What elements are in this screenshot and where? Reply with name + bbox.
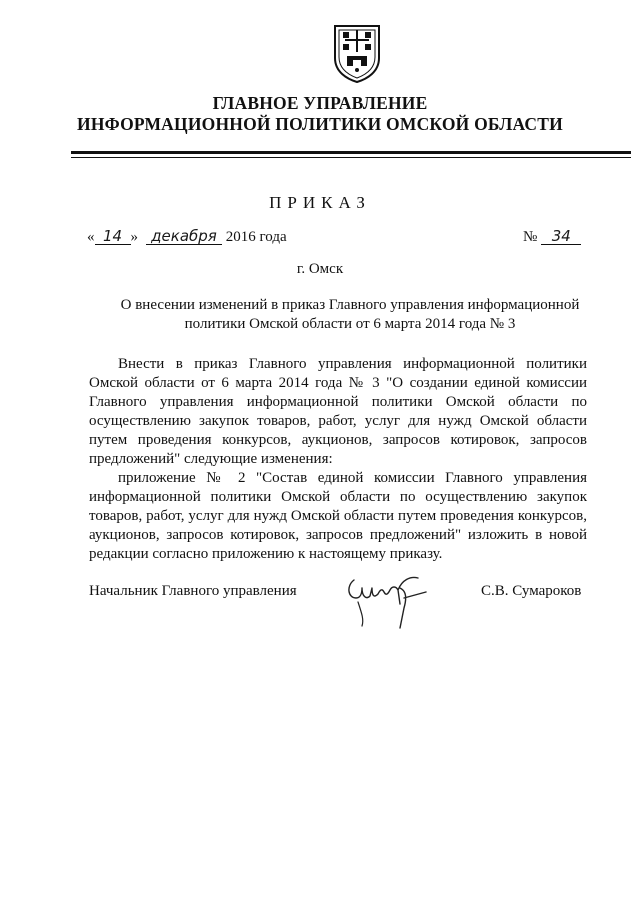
- signatory-name: С.В. Сумароков: [481, 583, 582, 599]
- document-number: [523, 228, 581, 246]
- coat-of-arms-icon: [331, 22, 383, 84]
- city: г. Омск: [296, 261, 344, 277]
- date-open-quote: «: [87, 229, 95, 245]
- organization-name-line1: ГЛАВНОЕ УПРАВЛЕНИЕ: [212, 93, 428, 113]
- number-handwritten: 34: [541, 228, 581, 245]
- header-divider-thin: [71, 157, 631, 158]
- number-label: №: [523, 229, 538, 245]
- organization-name-line2: ИНФОРМАЦИОННОЙ ПОЛИТИКИ ОМСКОЙ ОБЛАСТИ: [77, 114, 563, 134]
- date-month-handwritten: декабря: [146, 228, 222, 245]
- body-paragraph-1: Внести в приказ Главного управления информационной политики Омской области от 6 марта 2014 года № 3 "О создании единой комиссии Главного управления информационной политики Омской области по осуществлению закупок товаров, работ, услуг для нужд Омской области путем проведения конкурсов, аукционов, запросов котировок, запросов предложений" следующие изменения:: [89, 356, 587, 467]
- handwritten-signature-image: [340, 568, 440, 636]
- header-divider-thick: [71, 151, 631, 154]
- document-type-title: ПРИКАЗ: [269, 193, 371, 212]
- document-date: [87, 228, 287, 246]
- document-subject: О внесении изменений в приказ Главного управления информационной политики Омской области от 6 марта 2014 года № 3: [120, 297, 580, 332]
- date-close-quote: »: [130, 229, 138, 245]
- body-paragraph-2: приложение № 2 "Состав единой комиссии Главного управления информационной политики Омской области по осуществлению закупок товаров, работ, услуг для нужд Омской области путем проведения конкурсов, аукционов, запросов котировок, запросов предложений" изложить в новой редакции согласно приложению к настоящему приказу.: [89, 470, 587, 562]
- document-body: [89, 355, 587, 564]
- signatory-position: Начальник Главного управления: [89, 583, 297, 599]
- date-day-handwritten: 14: [95, 228, 131, 245]
- date-year: 2016 года: [225, 229, 287, 245]
